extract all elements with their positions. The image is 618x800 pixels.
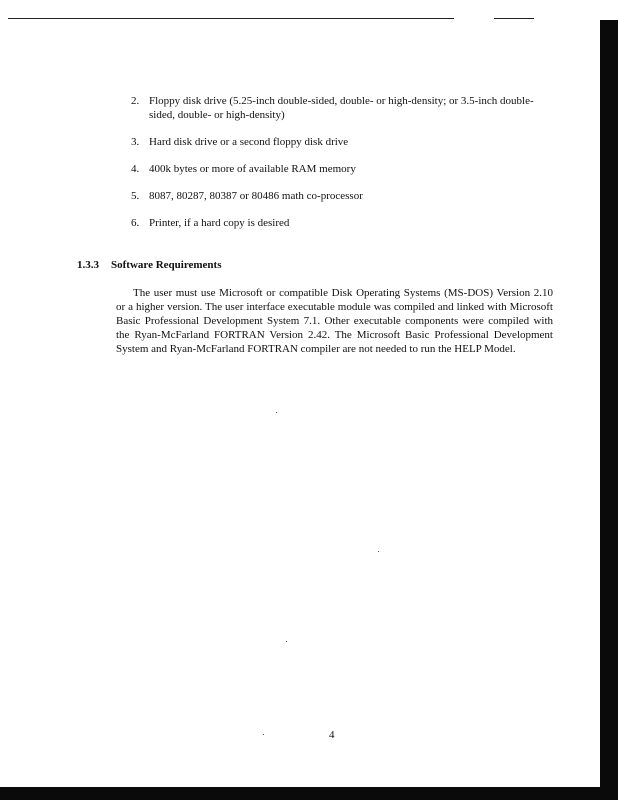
list-item-number: 5. bbox=[131, 190, 140, 202]
list-item-text: 400k bytes or more of available RAM memory bbox=[149, 163, 356, 175]
list-item-number: 2. bbox=[131, 95, 140, 107]
section-number: 1.3.3 bbox=[77, 259, 99, 271]
page-number: 4 bbox=[329, 729, 335, 741]
scan-speck bbox=[378, 551, 379, 552]
section-heading bbox=[77, 258, 222, 272]
list-item-text: Floppy disk drive (5.25-inch double-sided, double- or high-density; or 3.5-inch double-sided, double- or high-density) bbox=[149, 95, 534, 121]
list-item-text: Hard disk drive or a second floppy disk drive bbox=[149, 136, 349, 148]
scan-speck bbox=[286, 641, 287, 642]
scan-right-border bbox=[600, 20, 618, 800]
scan-bottom-border bbox=[0, 787, 618, 800]
list-item-number: 3. bbox=[131, 136, 140, 148]
list-item-number: 4. bbox=[131, 163, 140, 175]
section-paragraph: The user must use Microsoft or compatible Disk Operating Systems (MS-DOS) Version 2.10 or a higher version. The user interface executable module was compiled and linked with Microsoft Basic Professional Development System 7.1. Other executable components were compiled with the Ryan-McFarland FORTRAN Version 2.42. The Microsoft Basic Professional Development System and Ryan-McFarland FORTRAN compiler are not needed to run the HELP Model. bbox=[116, 287, 553, 355]
list-item-text: 8087, 80287, 80387 or 80486 math co-processor bbox=[149, 190, 363, 202]
scan-speck bbox=[263, 734, 264, 735]
list-item-text: Printer, if a hard copy is desired bbox=[149, 217, 290, 229]
scan-speck bbox=[276, 412, 277, 413]
list-item-number: 6. bbox=[131, 217, 140, 229]
section-title: Software Requirements bbox=[111, 259, 222, 271]
